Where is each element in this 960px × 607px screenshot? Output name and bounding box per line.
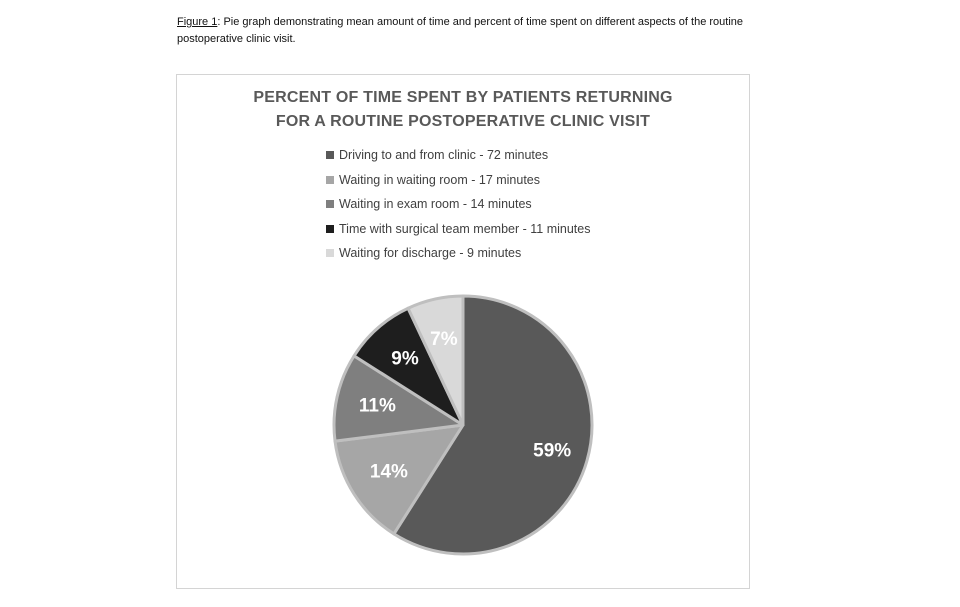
legend-label: Waiting in exam room - 14 minutes [339,197,532,212]
chart-frame [176,74,750,589]
pie-slice-label: 59% [533,440,572,462]
pie-chart [177,75,749,588]
figure-caption [177,14,777,48]
chart-title-line-1: PERCENT OF TIME SPENT BY PATIENTS RETURNING [253,89,673,106]
legend-label: Time with surgical team member - 11 minutes [339,221,591,236]
legend-label: Driving to and from clinic - 72 minutes [339,148,549,163]
pie-slice-label: 11% [358,395,396,417]
chart-title-line-2: FOR A ROUTINE POSTOPERATIVE CLINIC VISIT [275,113,651,130]
legend-label: Waiting in waiting room - 17 minutes [339,172,541,187]
figure-caption-text: : Pie graph demonstrating mean amount of time and percent of time spent on different aspects of the routine postoperative clinic visit. [177,16,744,45]
figure-label: Figure 1 [177,16,218,28]
pie-slice-label: 9% [391,348,419,370]
legend-label: Waiting for discharge - 9 minutes [339,246,522,261]
pie-slice-label: 7% [430,328,458,350]
pie-slice-label: 14% [369,461,408,483]
